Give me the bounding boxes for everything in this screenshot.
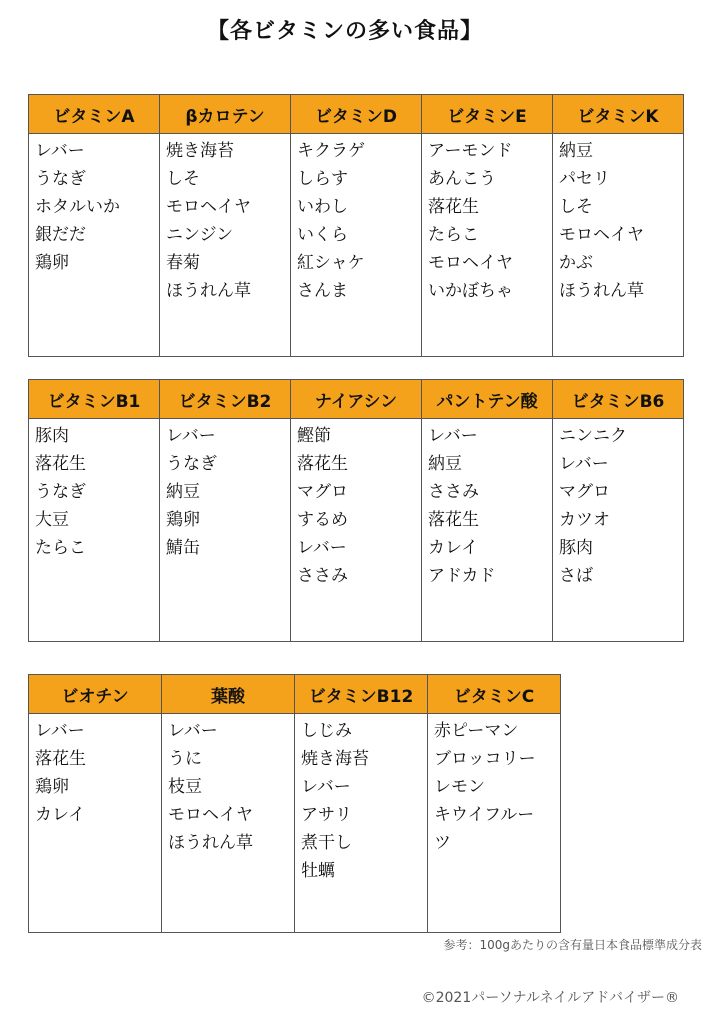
food-list-vitamin-d	[291, 134, 422, 357]
food-list-vitamin-e	[422, 134, 553, 357]
food-item: 落花生	[428, 197, 479, 217]
food-item: ツ	[434, 833, 451, 853]
food-item: モロヘイヤ	[166, 197, 251, 217]
food-list-niacin	[291, 419, 422, 642]
food-item: 落花生	[428, 510, 479, 530]
column-header-vitamin-e: ビタミンE	[422, 95, 553, 134]
food-item: アサリ	[301, 805, 352, 825]
food-item: 鶏卵	[35, 253, 69, 273]
food-item: レバー	[428, 426, 478, 446]
food-item: 鯖缶	[166, 538, 200, 558]
food-item: 豚肉	[35, 426, 69, 446]
column-header-niacin: ナイアシン	[291, 380, 422, 419]
food-item: レバー	[168, 721, 218, 741]
column-header-vitamin-b2: ビタミンB2	[160, 380, 291, 419]
food-item: 煮干し	[301, 833, 352, 853]
food-item: キウイフルー	[434, 805, 535, 825]
vitamin-table-2	[28, 379, 684, 642]
source-footnote: 参考：100gあたりの含有量日本食品標準成分表	[443, 938, 702, 952]
food-item: 赤ピーマン	[434, 721, 519, 741]
food-list-vitamin-b1	[29, 419, 160, 642]
food-item: ほうれん草	[166, 281, 251, 301]
food-item: アドカド	[428, 566, 496, 586]
column-header-vitamin-a: ビタミンA	[29, 95, 160, 134]
food-list-pantothenic-acid	[422, 419, 553, 642]
food-item: ニンジン	[166, 225, 234, 245]
food-item: うなぎ	[35, 169, 86, 189]
food-item: 春菊	[166, 253, 200, 273]
food-list-folic-acid	[162, 714, 295, 933]
food-item: レバー	[35, 141, 85, 161]
food-item: しじみ	[301, 721, 352, 741]
column-header-vitamin-b12: ビタミンB12	[295, 675, 428, 714]
column-header-biotin: ビオチン	[29, 675, 162, 714]
food-item: 鰹節	[297, 426, 331, 446]
food-item: レバー	[297, 538, 347, 558]
food-list-vitamin-b2	[160, 419, 291, 642]
food-item: 落花生	[35, 454, 86, 474]
food-item: 納豆	[166, 482, 200, 502]
food-item: レモン	[434, 777, 485, 797]
page-title: 【各ビタミンの多い食品】	[206, 19, 483, 44]
vitamin-table-1	[28, 94, 684, 357]
column-header-vitamin-b1: ビタミンB1	[29, 380, 160, 419]
food-list-vitamin-c	[428, 714, 561, 933]
food-item: 落花生	[35, 749, 86, 769]
vitamin-table-3	[28, 674, 561, 933]
food-item: さんま	[297, 281, 348, 301]
food-item: 枝豆	[168, 777, 202, 797]
food-item: いかぼちゃ	[428, 281, 513, 301]
table-header-row	[29, 380, 684, 419]
food-item: 鶏卵	[166, 510, 200, 530]
column-header-vitamin-c: ビタミンC	[428, 675, 561, 714]
food-item: レバー	[35, 721, 85, 741]
food-item: かぶ	[559, 253, 593, 273]
food-item: キクラゲ	[297, 141, 365, 161]
food-item: うなぎ	[35, 482, 86, 502]
food-item: モロヘイヤ	[559, 225, 644, 245]
food-item: 銀だだ	[35, 225, 86, 245]
table-header-row	[29, 675, 561, 714]
food-item: いくら	[297, 225, 348, 245]
food-list-vitamin-k	[553, 134, 684, 357]
food-list-vitamin-b6	[553, 419, 684, 642]
column-header-folic-acid: 葉酸	[162, 675, 295, 714]
food-item: ささみ	[297, 566, 348, 586]
column-header-beta-carotene: βカロテン	[160, 95, 291, 134]
food-item: たらこ	[35, 538, 86, 558]
food-item: マグロ	[559, 482, 610, 502]
food-item: 焼き海苔	[166, 141, 234, 161]
food-item: 落花生	[297, 454, 348, 474]
food-item: 大豆	[35, 510, 69, 530]
food-item: うなぎ	[166, 454, 217, 474]
food-item: ホタルいか	[35, 197, 120, 217]
food-item: パセリ	[559, 169, 610, 189]
food-list-biotin	[29, 714, 162, 933]
food-item: しそ	[559, 197, 593, 217]
food-item: 紅シャケ	[297, 253, 365, 273]
food-item: カレイ	[428, 538, 479, 558]
food-item: アーモンド	[428, 141, 513, 161]
food-item: ほうれん草	[559, 281, 644, 301]
food-item: 納豆	[559, 141, 593, 161]
food-item: ささみ	[428, 482, 479, 502]
table-body-row	[29, 419, 684, 642]
food-item: しそ	[166, 169, 200, 189]
table-header-row	[29, 95, 684, 134]
column-header-vitamin-d: ビタミンD	[291, 95, 422, 134]
food-item: 牡蠣	[301, 861, 335, 881]
food-item: しらす	[297, 169, 348, 189]
food-item: マグロ	[297, 482, 348, 502]
food-item: ブロッコリー	[434, 749, 536, 769]
food-item: 焼き海苔	[301, 749, 369, 769]
food-item: ほうれん草	[168, 833, 253, 853]
food-item: レバー	[301, 777, 351, 797]
table-body-row	[29, 714, 561, 933]
copyright-notice: ©2021パーソナルネイルアドバイザー®	[421, 990, 679, 1006]
food-item: レバー	[559, 454, 609, 474]
food-list-vitamin-b12	[295, 714, 428, 933]
column-header-pantothenic-acid: パントテン酸	[422, 380, 553, 419]
food-item: 鶏卵	[35, 777, 69, 797]
food-item: カツオ	[559, 510, 610, 530]
food-item: いわし	[297, 197, 348, 217]
food-item: 納豆	[428, 454, 462, 474]
food-item: レバー	[166, 426, 216, 446]
food-list-beta-carotene	[160, 134, 291, 357]
food-item: カレイ	[35, 805, 86, 825]
food-item: 豚肉	[559, 538, 593, 558]
food-item: ニンニク	[559, 426, 627, 446]
food-item: モロヘイヤ	[428, 253, 513, 273]
food-list-vitamin-a	[29, 134, 160, 357]
food-item: モロヘイヤ	[168, 805, 253, 825]
food-item: あんこう	[428, 169, 496, 189]
food-item: うに	[168, 749, 202, 769]
column-header-vitamin-b6: ビタミンB6	[553, 380, 684, 419]
food-item: さば	[559, 566, 593, 586]
food-item: たらこ	[428, 225, 479, 245]
table-body-row	[29, 134, 684, 357]
food-item: するめ	[297, 510, 348, 530]
column-header-vitamin-k: ビタミンK	[553, 95, 684, 134]
